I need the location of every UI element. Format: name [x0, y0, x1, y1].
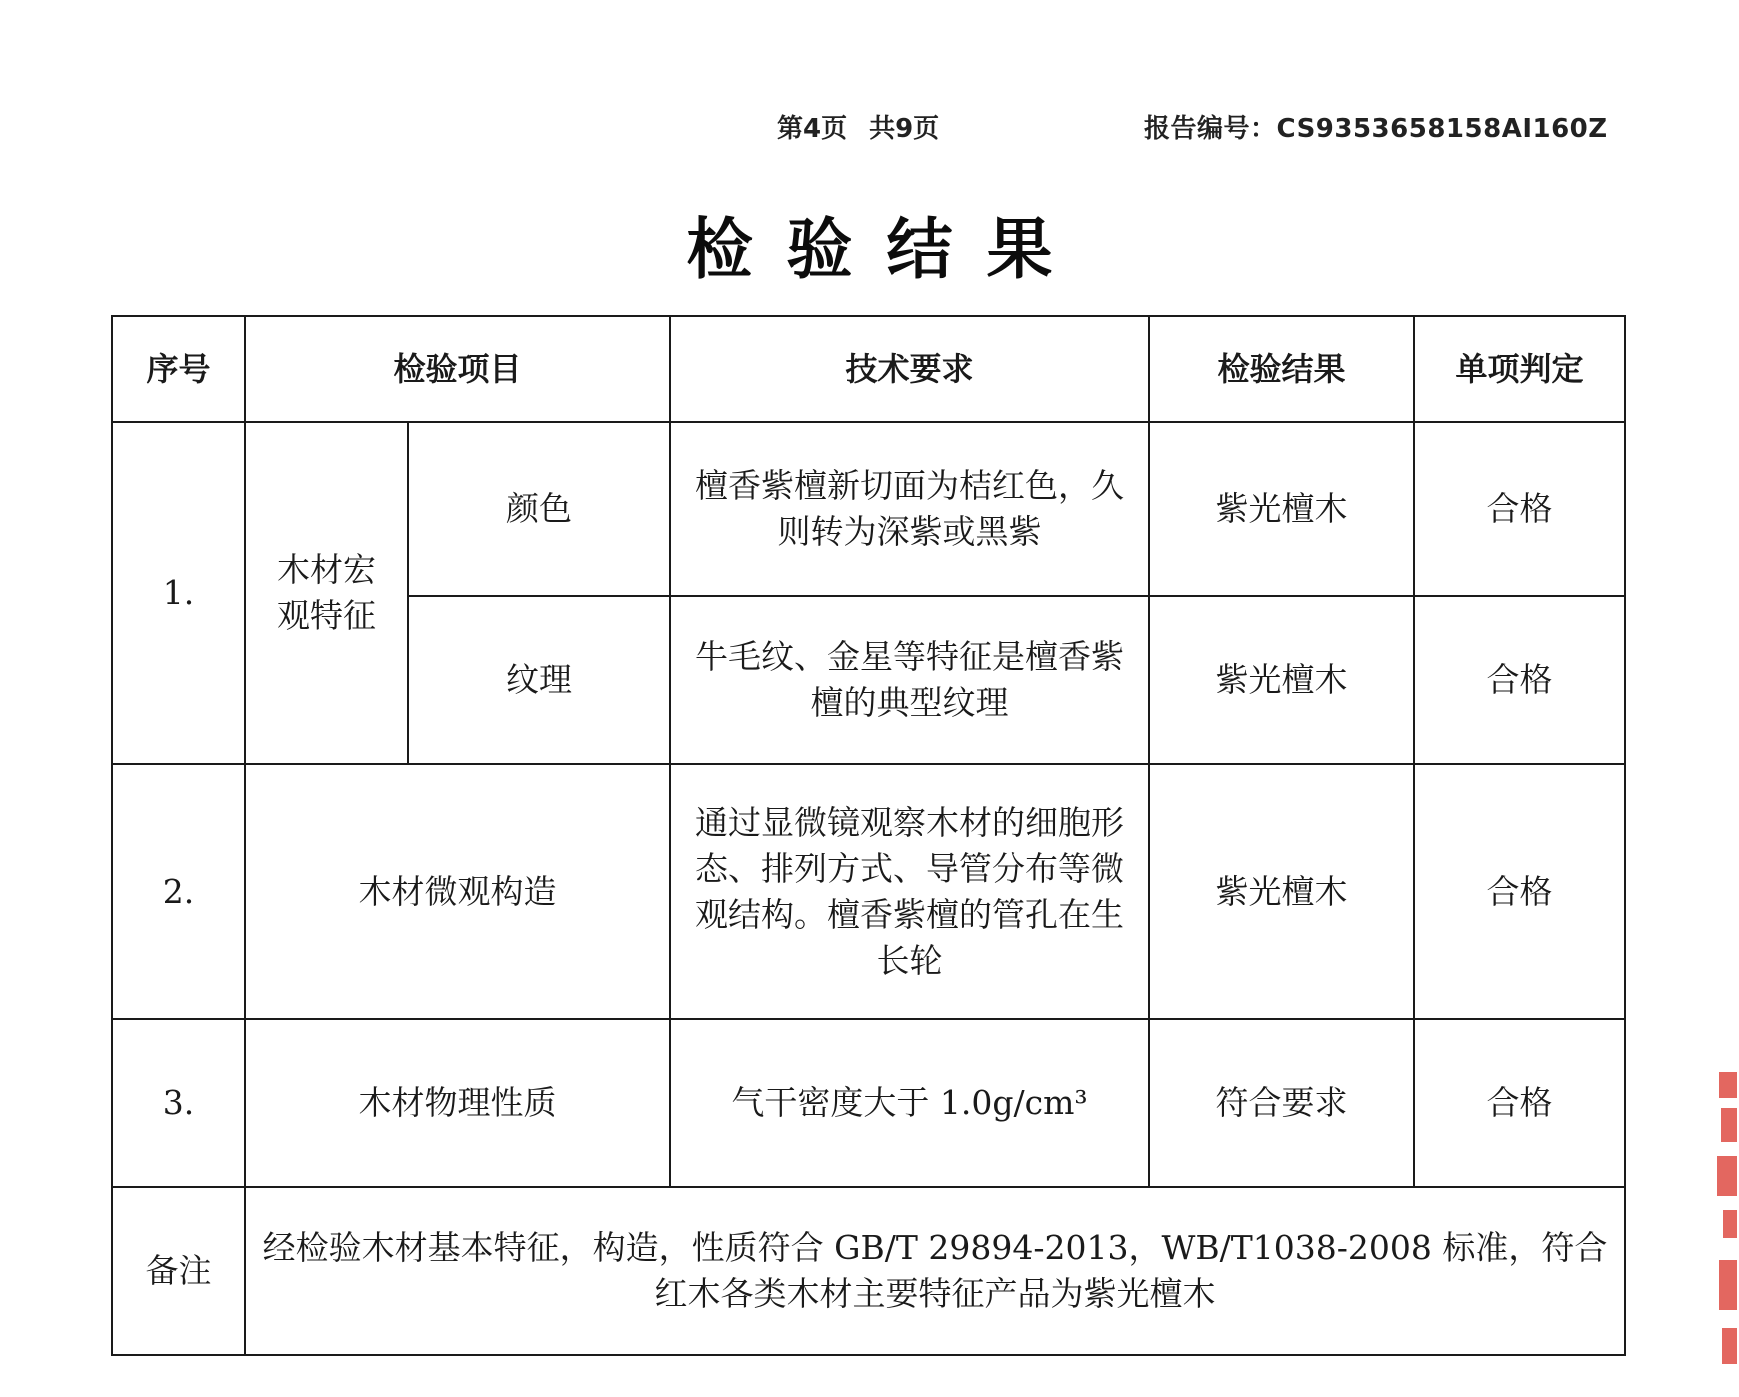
row-result: 紫光檀木 — [1149, 596, 1414, 764]
row-judgment: 合格 — [1414, 422, 1625, 596]
row-requirement: 牛毛纹、金星等特征是檀香紫檀的典型纹理 — [670, 596, 1149, 764]
row-item: 木材物理性质 — [245, 1019, 670, 1187]
header-seq: 序号 — [112, 316, 245, 422]
inspection-results-table — [111, 315, 1626, 1356]
report-number: 报告编号：CS9353658158AI160Z — [1144, 114, 1608, 144]
row-result: 符合要求 — [1149, 1019, 1414, 1187]
row-seq: 3. — [112, 1019, 245, 1187]
page-indicator — [777, 108, 961, 145]
report-header — [0, 108, 1739, 148]
header-item: 检验项目 — [245, 316, 670, 422]
document-title: 检验结果 — [686, 210, 1087, 288]
row-requirement: 檀香紫檀新切面为桔红色，久则转为深紫或黑紫 — [670, 422, 1149, 596]
sub-item: 颜色 — [408, 422, 670, 596]
row-result: 紫光檀木 — [1149, 764, 1414, 1019]
red-seal-stamp — [1713, 1060, 1739, 1390]
page-current: 第4页 — [777, 114, 848, 144]
table-header-row — [112, 316, 1625, 422]
remark-label: 备注 — [112, 1187, 245, 1355]
table-row — [112, 764, 1625, 1019]
table-row — [112, 1019, 1625, 1187]
stamp-mark — [1721, 1108, 1737, 1142]
row-judgment: 合格 — [1414, 596, 1625, 764]
row-requirement: 通过显微镜观察木材的细胞形态、排列方式、导管分布等微观结构。檀香紫檀的管孔在生长轮 — [670, 764, 1149, 1019]
stamp-mark — [1722, 1328, 1737, 1364]
sub-item: 纹理 — [408, 596, 670, 764]
row-result: 紫光檀木 — [1149, 422, 1414, 596]
stamp-mark — [1717, 1156, 1737, 1196]
row-requirement: 气干密度大于 1.0g/cm³ — [670, 1019, 1149, 1187]
stamp-mark — [1723, 1210, 1737, 1238]
row-group-item: 木材宏观特征 — [245, 422, 408, 764]
row-seq: 2. — [112, 764, 245, 1019]
remark-text: 经检验木材基本特征，构造，性质符合 GB/T 29894-2013，WB/T1038-2008 标准，符合红木各类木材主要特征产品为紫光檀木 — [245, 1187, 1625, 1355]
row-judgment: 合格 — [1414, 764, 1625, 1019]
header-result: 检验结果 — [1149, 316, 1414, 422]
remark-row — [112, 1187, 1625, 1355]
header-judgment: 单项判定 — [1414, 316, 1625, 422]
stamp-mark — [1719, 1260, 1737, 1310]
header-requirement: 技术要求 — [670, 316, 1149, 422]
row-judgment: 合格 — [1414, 1019, 1625, 1187]
row-item: 木材微观构造 — [245, 764, 670, 1019]
page-total: 共9页 — [869, 114, 940, 144]
table-row — [112, 422, 1625, 596]
stamp-mark — [1719, 1072, 1737, 1098]
row-seq: 1. — [112, 422, 245, 764]
